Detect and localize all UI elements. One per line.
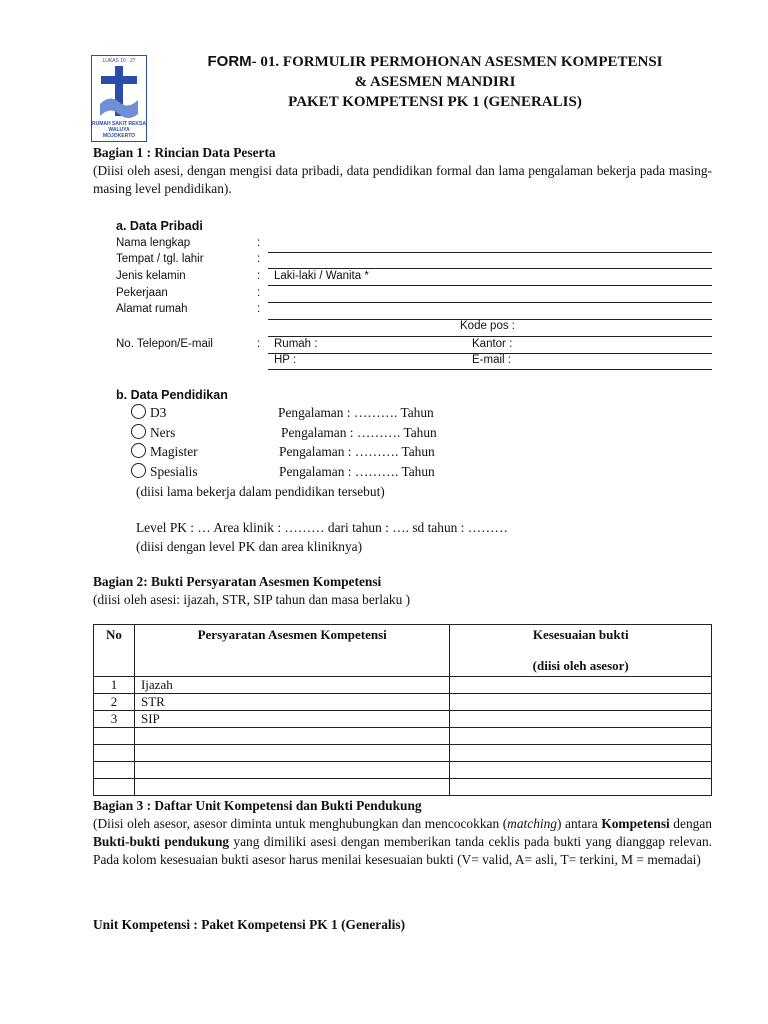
label-kantor: Kantor : bbox=[472, 338, 513, 350]
row-item: SIP bbox=[134, 711, 449, 728]
table-header-row bbox=[94, 625, 712, 677]
row-item: STR bbox=[134, 694, 449, 711]
row-item: Ijazah bbox=[134, 677, 449, 694]
row-item[interactable] bbox=[134, 728, 449, 745]
header-line-3: PAKET KOMPETENSI PK 1 (GENERALIS) bbox=[288, 94, 582, 110]
table-row bbox=[94, 694, 712, 711]
desc-bold: Kompetensi bbox=[601, 816, 670, 831]
row-item[interactable] bbox=[134, 779, 449, 796]
header-line-1 bbox=[150, 52, 720, 72]
header-line-1-text: - 01. FORMULIR PERMOHONAN ASESMEN KOMPETENSI bbox=[251, 54, 663, 70]
data-pendidikan-heading: b. Data Pendidikan bbox=[116, 388, 228, 402]
table-row bbox=[94, 779, 712, 796]
option-label: Spesialis bbox=[150, 464, 198, 479]
logo-verse-text: LUKAS 10 : 27 bbox=[102, 58, 136, 64]
row-kesesuaian-cell[interactable] bbox=[450, 762, 712, 779]
desc-text: (Diisi oleh asesor, asesor diminta untuk menghubungkan dan mencocokkan ( bbox=[93, 816, 508, 831]
label-telepon: No. Telepon/E-mail bbox=[116, 338, 213, 350]
header-line-2: & ASESMEN MANDIRI bbox=[354, 74, 516, 90]
option-spesialis[interactable] bbox=[131, 463, 198, 481]
label-pekerjaan: Pekerjaan bbox=[116, 287, 168, 299]
option-label: Magister bbox=[150, 444, 198, 459]
pendidikan-note: (diisi lama bekerja dalam pendidikan tersebut) bbox=[136, 484, 385, 499]
input-line-ttl[interactable] bbox=[268, 268, 712, 269]
row-no bbox=[94, 779, 135, 796]
bagian2-title: Bagian 2: Bukti Persyaratan Asesmen Kompetensi bbox=[93, 574, 382, 589]
input-line-pekerjaan[interactable] bbox=[268, 302, 712, 303]
form-header bbox=[150, 52, 720, 112]
col-header-kesesuaian-title: Kesesuaian bukti bbox=[532, 627, 629, 642]
table-row bbox=[94, 728, 712, 745]
row-item[interactable] bbox=[134, 762, 449, 779]
label-jenis-kelamin: Jenis kelamin bbox=[116, 270, 186, 282]
label-rumah: Rumah : bbox=[274, 338, 318, 350]
unit-kompetensi-title: Unit Kompetensi : Paket Kompetensi PK 1 (Generalis) bbox=[93, 917, 406, 932]
table-row bbox=[94, 762, 712, 779]
label-hp: HP : bbox=[274, 354, 297, 366]
colon: : bbox=[257, 303, 261, 315]
data-pribadi-heading: a. Data Pribadi bbox=[116, 219, 203, 233]
row-kesesuaian-cell[interactable] bbox=[450, 694, 712, 711]
row-kesesuaian-cell[interactable] bbox=[450, 779, 712, 796]
radio-icon bbox=[131, 463, 146, 478]
table-row bbox=[94, 677, 712, 694]
row-item[interactable] bbox=[134, 745, 449, 762]
label-alamat: Alamat rumah bbox=[116, 303, 188, 315]
option-label: Ners bbox=[150, 425, 176, 440]
radio-icon bbox=[131, 424, 146, 439]
input-line-nama[interactable] bbox=[268, 252, 712, 253]
level-pk-note: (diisi dengan level PK dan area kliniknya) bbox=[136, 539, 363, 554]
label-kode-pos: Kode pos : bbox=[460, 320, 515, 332]
colon: : bbox=[257, 253, 261, 265]
pengalaman-spesialis: Pengalaman : ………. Tahun bbox=[279, 464, 435, 479]
desc-bold: Bukti-bukti pendukung bbox=[93, 834, 230, 849]
input-line-kode-pos[interactable] bbox=[268, 336, 712, 337]
table-row bbox=[94, 711, 712, 728]
desc-text: yang dimiliki asesi dengan memberikan tanda ceklis pada bukti yang dianggap relevan. Pada kolom kesesuaian bukti asesor harus menilai kesesuaian bukti (V= valid, A= asli, T= terkini, M = memadai) bbox=[93, 834, 712, 867]
desc-text: dengan bbox=[669, 816, 712, 831]
row-no bbox=[94, 745, 135, 762]
col-header-no: No bbox=[94, 625, 135, 677]
colon: : bbox=[257, 237, 261, 249]
form-word: FORM bbox=[207, 53, 252, 70]
row-kesesuaian-cell[interactable] bbox=[450, 677, 712, 694]
bagian2-description: (diisi oleh asesi: ijazah, STR, SIP tahun dan masa berlaku ) bbox=[93, 592, 411, 607]
col-header-kesesuaian bbox=[450, 625, 712, 677]
desc-text: ) antara bbox=[557, 816, 602, 831]
bagian1-title: Bagian 1 : Rincian Data Peserta bbox=[93, 145, 276, 160]
label-nama: Nama lengkap bbox=[116, 237, 191, 249]
pengalaman-magister: Pengalaman : ………. Tahun bbox=[279, 444, 435, 459]
row-kesesuaian-cell[interactable] bbox=[450, 711, 712, 728]
option-magister[interactable] bbox=[131, 443, 198, 461]
pengalaman-ners: Pengalaman : ………. Tahun bbox=[281, 425, 437, 440]
label-ttl: Tempat / tgl. lahir bbox=[116, 253, 204, 265]
row-no bbox=[94, 762, 135, 779]
option-d3[interactable] bbox=[131, 404, 166, 422]
jenis-kelamin-value[interactable]: Laki-laki / Wanita * bbox=[274, 270, 369, 282]
input-line-hp-email[interactable] bbox=[268, 369, 712, 370]
row-no: 1 bbox=[94, 677, 135, 694]
bagian3-description bbox=[93, 815, 712, 869]
colon: : bbox=[257, 270, 261, 282]
label-email: E-mail : bbox=[472, 354, 511, 366]
colon: : bbox=[257, 338, 261, 350]
col-header-kesesuaian-sub: (diisi oleh asesor) bbox=[532, 658, 629, 673]
radio-icon bbox=[131, 443, 146, 458]
input-line-jk bbox=[268, 285, 712, 286]
row-kesesuaian-cell[interactable] bbox=[450, 728, 712, 745]
row-kesesuaian-cell[interactable] bbox=[450, 745, 712, 762]
desc-italic: matching bbox=[507, 816, 558, 831]
bagian3-title: Bagian 3 : Daftar Unit Kompetensi dan Bukti Pendukung bbox=[93, 798, 422, 813]
option-ners[interactable] bbox=[131, 424, 175, 442]
radio-icon bbox=[131, 404, 146, 419]
row-no: 3 bbox=[94, 711, 135, 728]
row-no: 2 bbox=[94, 694, 135, 711]
col-header-persyaratan: Persyaratan Asesmen Kompetensi bbox=[134, 625, 449, 677]
logo-hospital-name: RUMAH SAKIT REKSA WALUYA MOJOKERTO bbox=[92, 121, 146, 139]
hospital-logo bbox=[91, 55, 147, 142]
bagian1-description: (Diisi oleh asesi, dengan mengisi data pribadi, data pendidikan formal dan lama pengalaman bekerja pada masing-masing level pendidikan). bbox=[93, 163, 712, 196]
option-label: D3 bbox=[150, 405, 167, 420]
table-row bbox=[94, 745, 712, 762]
row-no bbox=[94, 728, 135, 745]
persyaratan-table bbox=[93, 624, 712, 796]
colon: : bbox=[257, 287, 261, 299]
pengalaman-d3: Pengalaman : ………. Tahun bbox=[278, 405, 434, 420]
level-pk-line: Level PK : … Area klinik : ……… dari tahun : …. sd tahun : ……… bbox=[136, 520, 508, 535]
